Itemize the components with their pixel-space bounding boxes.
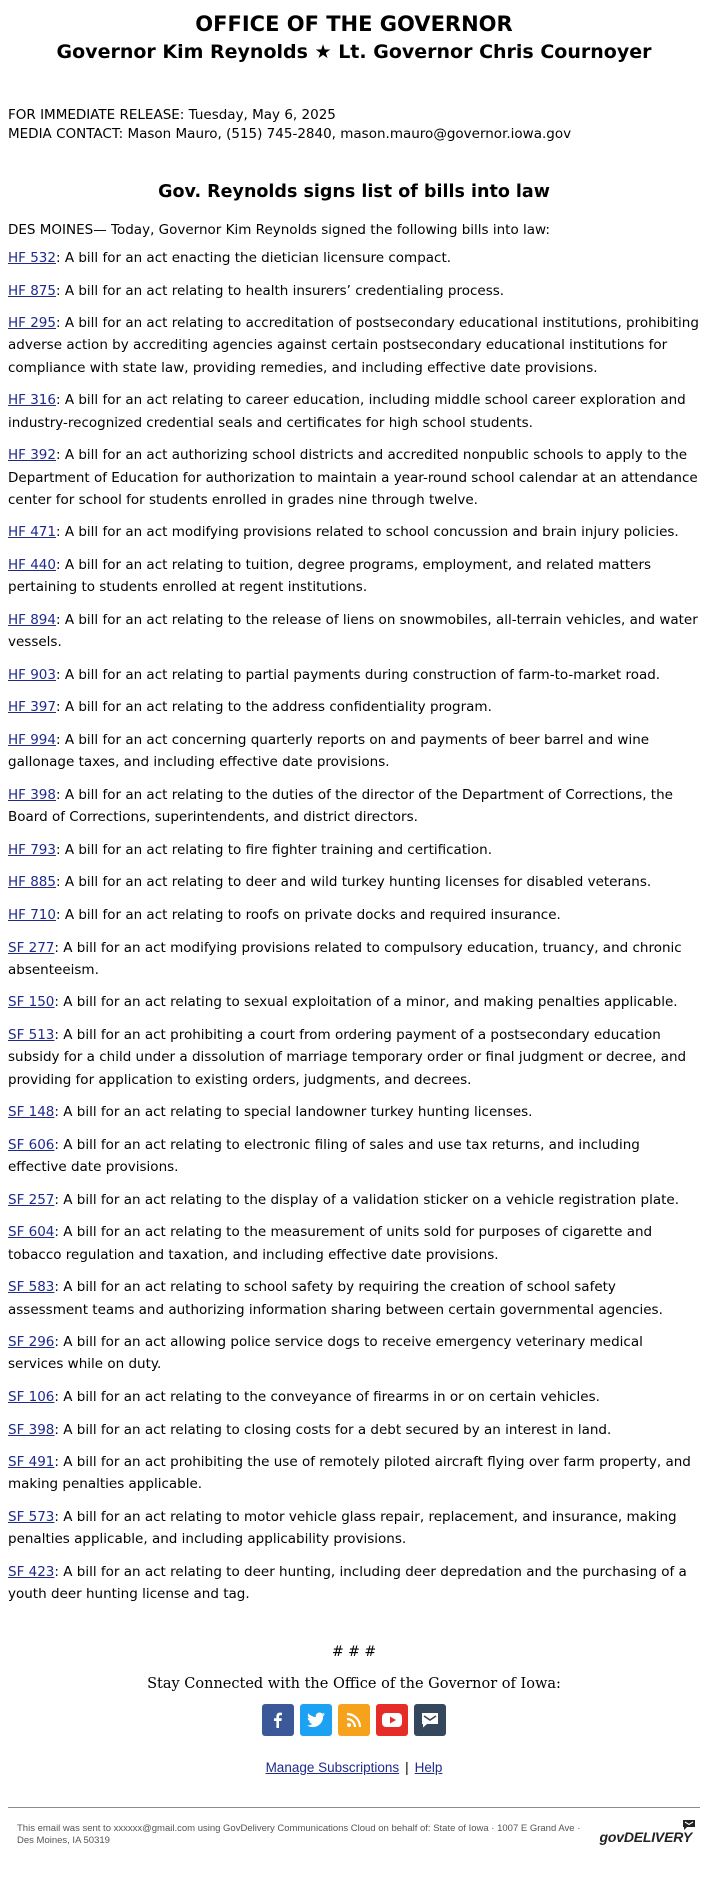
bill-link[interactable]: SF 106 (8, 1389, 55, 1405)
bill-item (8, 1221, 700, 1266)
help-link[interactable]: Help (414, 1759, 443, 1775)
bill-item (8, 937, 700, 982)
media-contact: MEDIA CONTACT: Mason Mauro, (515) 745-2840, mason.mauro@governor.iowa.gov (8, 126, 572, 142)
bill-link[interactable]: SF 573 (8, 1509, 55, 1526)
bill-link[interactable]: SF 513 (8, 1027, 55, 1044)
link-separator: | (405, 1759, 409, 1775)
intro-paragraph: DES MOINES— Today, Governor Kim Reynolds signed the following bills into law: (8, 222, 550, 238)
bill-link[interactable]: HF 994 (8, 732, 56, 749)
bill-link[interactable]: SF 257 (8, 1191, 55, 1208)
bill-item (8, 609, 700, 654)
bill-item (8, 839, 700, 861)
bill-item (8, 1189, 700, 1211)
bill-description: : A bill for an act modifying provisions related to compulsory education, truancy, and chronic absenteeism. (8, 939, 682, 978)
press-release-headline: Gov. Reynolds signs list of bills into law (158, 182, 550, 202)
bill-link[interactable]: HF 440 (8, 557, 56, 574)
letterhead (0, 0, 708, 66)
bill-link[interactable]: SF 583 (8, 1279, 55, 1296)
bill-link[interactable]: HF 471 (8, 524, 56, 541)
bill-description: : A bill for an act relating to roofs on private docks and required insurance. (55, 906, 561, 923)
bill-link[interactable]: HF 885 (8, 874, 56, 891)
bill-description: : A bill for an act prohibiting the use of remotely piloted aircraft flying over farm property, and making penalties applicable. (8, 1454, 691, 1493)
manage-subscriptions-link[interactable]: Manage Subscriptions (265, 1759, 400, 1775)
bill-item (8, 280, 700, 302)
bill-description: : A bill for an act relating to closing costs for a debt secured by an interest in land. (54, 1421, 612, 1438)
bill-link[interactable]: SF 148 (8, 1104, 55, 1121)
bill-link[interactable]: SF 491 (8, 1454, 55, 1471)
bill-description: : A bill for an act relating to career education, including middle school career exploration and industry-recognized credential seals and certificates for high school students. (8, 392, 686, 431)
bill-item (8, 554, 700, 599)
bill-description: : A bill for an act relating to health insurers’ credentialing process. (55, 282, 505, 299)
bill-link[interactable]: HF 295 (8, 315, 56, 332)
email-icon[interactable] (414, 1704, 446, 1736)
bill-link[interactable]: HF 316 (8, 392, 56, 409)
footer-disclaimer: This email was sent to xxxxxx@gmail.com using GovDelivery Communications Cloud on behalf of: State of Iowa · 1007 E Grand Ave · Des Moines, IA 50319 (17, 1822, 581, 1846)
bill-link[interactable]: HF 894 (8, 611, 56, 628)
rss-icon[interactable] (338, 1704, 370, 1736)
bill-description: : A bill for an act relating to electronic filing of sales and use tax returns, and including effective date provisions. (8, 1136, 640, 1176)
govdelivery-logo (600, 1829, 692, 1845)
bill-item (8, 1506, 700, 1551)
bill-description: : A bill for an act relating to the measurement of units sold for purposes of cigarette and tobacco regulation and taxation, and including effective date provisions. (8, 1224, 653, 1263)
bill-item (8, 729, 700, 774)
bill-item (8, 247, 700, 269)
bill-link[interactable]: SF 423 (8, 1563, 55, 1580)
bill-description: : A bill for an act concerning quarterly reports on and payments of beer barrel and wine gallonage taxes, and including effective date provisions. (8, 732, 650, 771)
bill-item (8, 871, 700, 893)
bill-item (8, 1451, 700, 1496)
bill-link[interactable]: HF 397 (8, 699, 56, 716)
twitter-icon[interactable] (300, 1704, 332, 1736)
bill-description: : A bill for an act prohibiting a court from ordering payment of a postsecondary education subsidy for a child under a dissolution of marriage temporary order or final judgment or decree, and providing for application to existing orders, judgments, and decrees. (8, 1027, 687, 1088)
bill-description: : A bill for an act relating to the conveyance of firearms in or on certain vehicles. (54, 1389, 600, 1405)
bill-item (8, 312, 700, 379)
bill-item (8, 444, 700, 511)
govdelivery-logo-text: govDELIVERY (599, 1828, 692, 1845)
bill-description: : A bill for an act modifying provisions related to school concussion and brain injury policies. (55, 524, 679, 541)
bill-item (8, 1024, 700, 1091)
footer (0, 1808, 708, 1847)
bill-description: : A bill for an act relating to deer hunting, including deer depredation and the purchasing of a youth deer hunting license and tag. (8, 1563, 687, 1603)
facebook-icon[interactable] (262, 1704, 294, 1736)
bill-link[interactable]: HF 392 (8, 447, 56, 464)
bill-description: : A bill for an act relating to the address confidentiality program. (55, 699, 492, 716)
bill-link[interactable]: HF 903 (8, 666, 56, 683)
bill-description: : A bill for an act relating to deer and wild turkey hunting licenses for disabled veterans. (55, 874, 652, 891)
bill-link[interactable]: HF 398 (8, 786, 56, 803)
bill-description: : A bill for an act relating to special landowner turkey hunting licenses. (54, 1104, 533, 1121)
bill-link[interactable]: HF 532 (8, 250, 56, 266)
bill-description: : A bill for an act relating to the duties of the director of the Department of Corrections, the Board of Corrections, superintendents, and district directors. (8, 786, 673, 826)
youtube-icon[interactable] (376, 1704, 408, 1736)
office-title: OFFICE OF THE GOVERNOR (195, 12, 513, 36)
officials-line: Governor Kim Reynolds ★ Lt. Governor Chris Cournoyer (56, 41, 652, 63)
bill-item (8, 1419, 700, 1441)
bill-description: : A bill for an act relating to fire fighter training and certification. (55, 841, 492, 858)
bill-item (8, 389, 700, 434)
bill-description: : A bill for an act relating to motor vehicle glass repair, replacement, and insurance, making penalties applicable, and including applicability provisions. (8, 1509, 677, 1548)
bill-link[interactable]: SF 604 (8, 1224, 55, 1241)
bill-link[interactable]: SF 296 (8, 1334, 55, 1351)
subscription-links (0, 1760, 708, 1775)
bill-link[interactable]: HF 710 (8, 906, 56, 923)
bill-item (8, 784, 700, 829)
bill-item (8, 696, 700, 718)
bill-item (8, 1561, 700, 1606)
bill-link[interactable]: SF 398 (8, 1421, 55, 1438)
bill-link[interactable]: HF 875 (8, 282, 56, 299)
bill-link[interactable]: HF 793 (8, 841, 56, 858)
bill-description: : A bill for an act authorizing school districts and accredited nonpublic schools to apply to the Department of Education for authorization to maintain a year-round school calendar at an attendance center for school for students enrolled in grades nine through twelve. (8, 447, 698, 508)
social-links (0, 1704, 708, 1736)
release-meta (0, 106, 708, 144)
release-date: FOR IMMEDIATE RELEASE: Tuesday, May 6, 2025 (8, 107, 336, 123)
bill-description: : A bill for an act relating to sexual exploitation of a minor, and making penalties applicable. (54, 994, 678, 1011)
bill-item (8, 904, 700, 926)
bill-description: : A bill for an act relating to the release of liens on snowmobiles, all-terrain vehicles, and water vessels. (8, 611, 698, 651)
bill-description: : A bill for an act relating to tuition, degree programs, employment, and related matters pertaining to students enrolled at regent institutions. (8, 557, 652, 596)
bill-item (8, 1331, 700, 1376)
bill-description: : A bill for an act relating to the display of a validation sticker on a vehicle registration plate. (54, 1191, 680, 1208)
bill-item (8, 991, 700, 1013)
bill-link[interactable]: SF 277 (8, 939, 55, 956)
bill-description: : A bill for an act relating to partial payments during construction of farm-to-market road. (55, 666, 661, 683)
bill-item (8, 521, 700, 543)
bill-item (8, 1134, 700, 1179)
bill-item (8, 1276, 700, 1321)
envelope-icon (682, 1818, 696, 1834)
bill-item (8, 1101, 700, 1123)
bill-list (0, 247, 708, 1606)
bill-item (8, 664, 700, 686)
stay-connected-text: Stay Connected with the Office of the Governor of Iowa: (147, 1675, 561, 1692)
bill-item (8, 1386, 700, 1408)
bill-description: : A bill for an act relating to school safety by requiring the creation of school safety assessment teams and authorizing information sharing between certain governmental agencies. (8, 1279, 663, 1318)
end-separator: # # # (331, 1643, 377, 1660)
bill-link[interactable]: SF 150 (8, 994, 55, 1011)
bill-link[interactable]: SF 606 (8, 1136, 55, 1153)
bill-description: : A bill for an act enacting the dietician licensure compact. (55, 250, 452, 266)
bill-description: : A bill for an act allowing police service dogs to receive emergency veterinary medical services while on duty. (8, 1334, 643, 1373)
bill-description: : A bill for an act relating to accreditation of postsecondary educational institutions, prohibiting adverse action by accrediting agencies against certain postsecondary educational institutions for compliance with state law, providing remedies, and including effective date provisions. (8, 315, 699, 376)
